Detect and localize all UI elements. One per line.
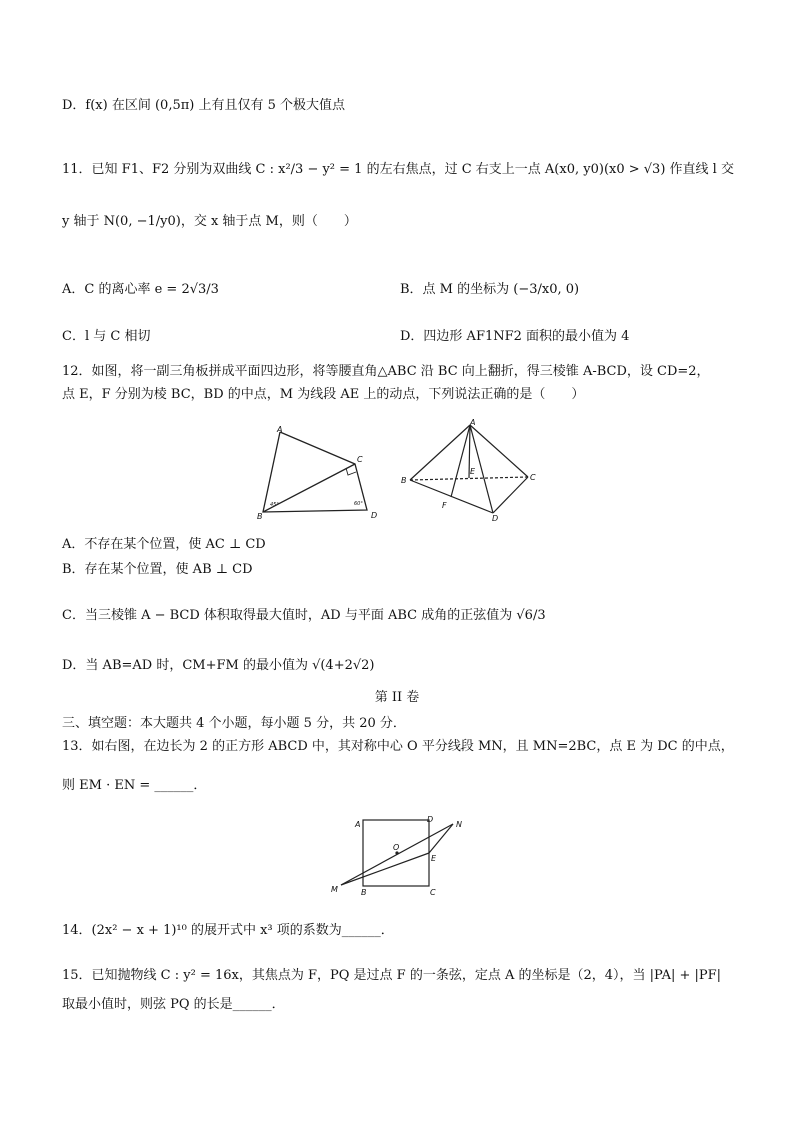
q12-figure-planar	[250, 422, 390, 522]
q11-stem-line1	[62, 160, 734, 180]
q13-stem-line1-text: 13．如右图，在边长为 2 的正方形 ABCD 中，其对称中心 O 平分线段 MN，且 MN=2BC，点 E 为 DC 的中点，	[62, 739, 734, 754]
q12-fig2-label-c: C	[530, 473, 536, 482]
q12-option-c	[62, 606, 546, 626]
q11-option-a-text: A．C 的离心率 e = 2√3/3	[62, 282, 219, 297]
q12-fig1-angle-60: 60°	[354, 501, 363, 507]
q12-fig2-label-b: B	[401, 476, 407, 485]
q11-option-c	[62, 327, 150, 347]
q12-fig2-label-f: F	[442, 501, 447, 510]
q12-stem-line2-text: 点 E，F 分别为棱 BC，BD 的中点，M 为线段 AE 上的动点，下列说法正确的是（ ）	[62, 387, 585, 402]
q13-label-d: D	[427, 815, 434, 824]
q11-stem-line2	[62, 212, 357, 232]
q11-option-d	[400, 327, 629, 347]
q13-label-o: O	[393, 843, 400, 852]
q12-fig1-label-a: A	[277, 425, 283, 434]
q12-fig1-label-d: D	[371, 511, 378, 520]
q12-stem-line1-text: 12．如图，将一副三角板拼成平面四边形，将等腰直角△ABC 沿 BC 向上翻折，得三棱锥 A-BCD，设 CD=2，	[62, 364, 710, 379]
q11-option-c-text: C．l 与 C 相切	[62, 329, 151, 344]
q12-fig2-label-d: D	[492, 514, 499, 523]
q10-option-d	[62, 96, 345, 116]
q12-option-d-text: D．当 AB=AD 时，CM+FM 的最小值为 √(4+2√2)	[62, 658, 375, 673]
q13-label-e: E	[431, 854, 437, 863]
q12-fig1-outline	[263, 432, 367, 512]
q12-fig1-right-angle	[346, 468, 356, 475]
q15-stem-line2	[62, 995, 285, 1015]
q12-fig1-angle-45: 45°	[270, 502, 279, 508]
q12-figure-pyramid	[398, 418, 548, 524]
q11-option-b-text: B．点 M 的坐标为 (−3/x0, 0)	[400, 282, 580, 297]
q11-option-b	[400, 280, 579, 300]
q12-fig2-edge-ac	[470, 425, 528, 477]
q11-option-d-text: D．四边形 AF1NF2 面积的最小值为 4	[400, 329, 630, 344]
volume-title	[0, 688, 794, 708]
q13-stem-line1	[62, 737, 734, 757]
q13-stem-line2-text: 则 EM · EN = ______．	[62, 778, 207, 793]
q12-stem-line1	[62, 362, 710, 382]
q12-option-d	[62, 656, 375, 676]
q14-stem-text: 14．(2x² − x + 1)¹⁰ 的展开式中 x³ 项的系数为______．	[62, 923, 394, 938]
section-heading	[62, 714, 406, 734]
q12-fig2-label-e: E	[470, 467, 476, 476]
q11-stem-line2-text: y 轴于 N(0, −1/y0)，交 x 轴于点 M，则（ ）	[62, 214, 357, 229]
q12-option-c-text: C．当三棱锥 A − BCD 体积取得最大值时，AD 与平面 ABC 成角的正弦值为 √6/3	[62, 608, 546, 623]
q12-option-b-text: B．存在某个位置，使 AB ⊥ CD	[62, 562, 253, 577]
q13-stem-line2	[62, 776, 206, 796]
q12-option-a	[62, 535, 266, 555]
q13-segment-en	[429, 824, 453, 853]
q13-label-b: B	[361, 888, 367, 896]
volume-title-text: 第 II 卷	[374, 690, 420, 705]
q12-option-b	[62, 560, 253, 580]
q11-option-a	[62, 280, 219, 300]
q13-label-n: N	[456, 820, 462, 829]
q10-option-d-text: D．f(x) 在区间 (0,5π) 上有且仅有 5 个极大值点	[62, 98, 346, 113]
q12-stem-line2	[62, 385, 584, 405]
q15-stem-line2-text: 取最小值时，则弦 PQ 的长是______．	[62, 997, 285, 1012]
section-heading-text: 三、填空题：本大题共 4 个小题，每小题 5 分，共 20 分．	[62, 716, 406, 731]
q12-fig1-label-c: C	[357, 455, 363, 464]
q14-stem	[62, 921, 394, 941]
q11-stem-line1-text: 11．已知 F1、F2 分别为双曲线 C : x²/3 − y² = 1 的左右焦点，过 C 右支上一点 A(x0, y0)(x0 > √3) 作直线 l 交	[62, 162, 734, 177]
q13-segment-em	[341, 853, 429, 885]
q13-figure	[325, 812, 475, 896]
q13-center-o	[396, 852, 398, 854]
q13-label-m: M	[331, 885, 338, 894]
q12-fig2-af	[451, 425, 470, 497]
q12-fig2-edge-ab	[410, 425, 470, 480]
q15-stem-line1	[62, 966, 721, 986]
q13-label-a: A	[355, 820, 361, 829]
q13-label-c: C	[430, 888, 436, 896]
q12-option-a-text: A．不存在某个位置，使 AC ⊥ CD	[62, 537, 266, 552]
q12-fig2-label-a: A	[470, 418, 476, 427]
q12-fig2-edge-cd	[493, 477, 528, 513]
q15-stem-line1-text: 15．已知抛物线 C : y² = 16x，其焦点为 F，PQ 是过点 F 的一条弦，定点 A 的坐标是（2，4），当 |PA| + |PF|	[62, 968, 722, 983]
q12-fig1-label-b: B	[257, 512, 263, 521]
